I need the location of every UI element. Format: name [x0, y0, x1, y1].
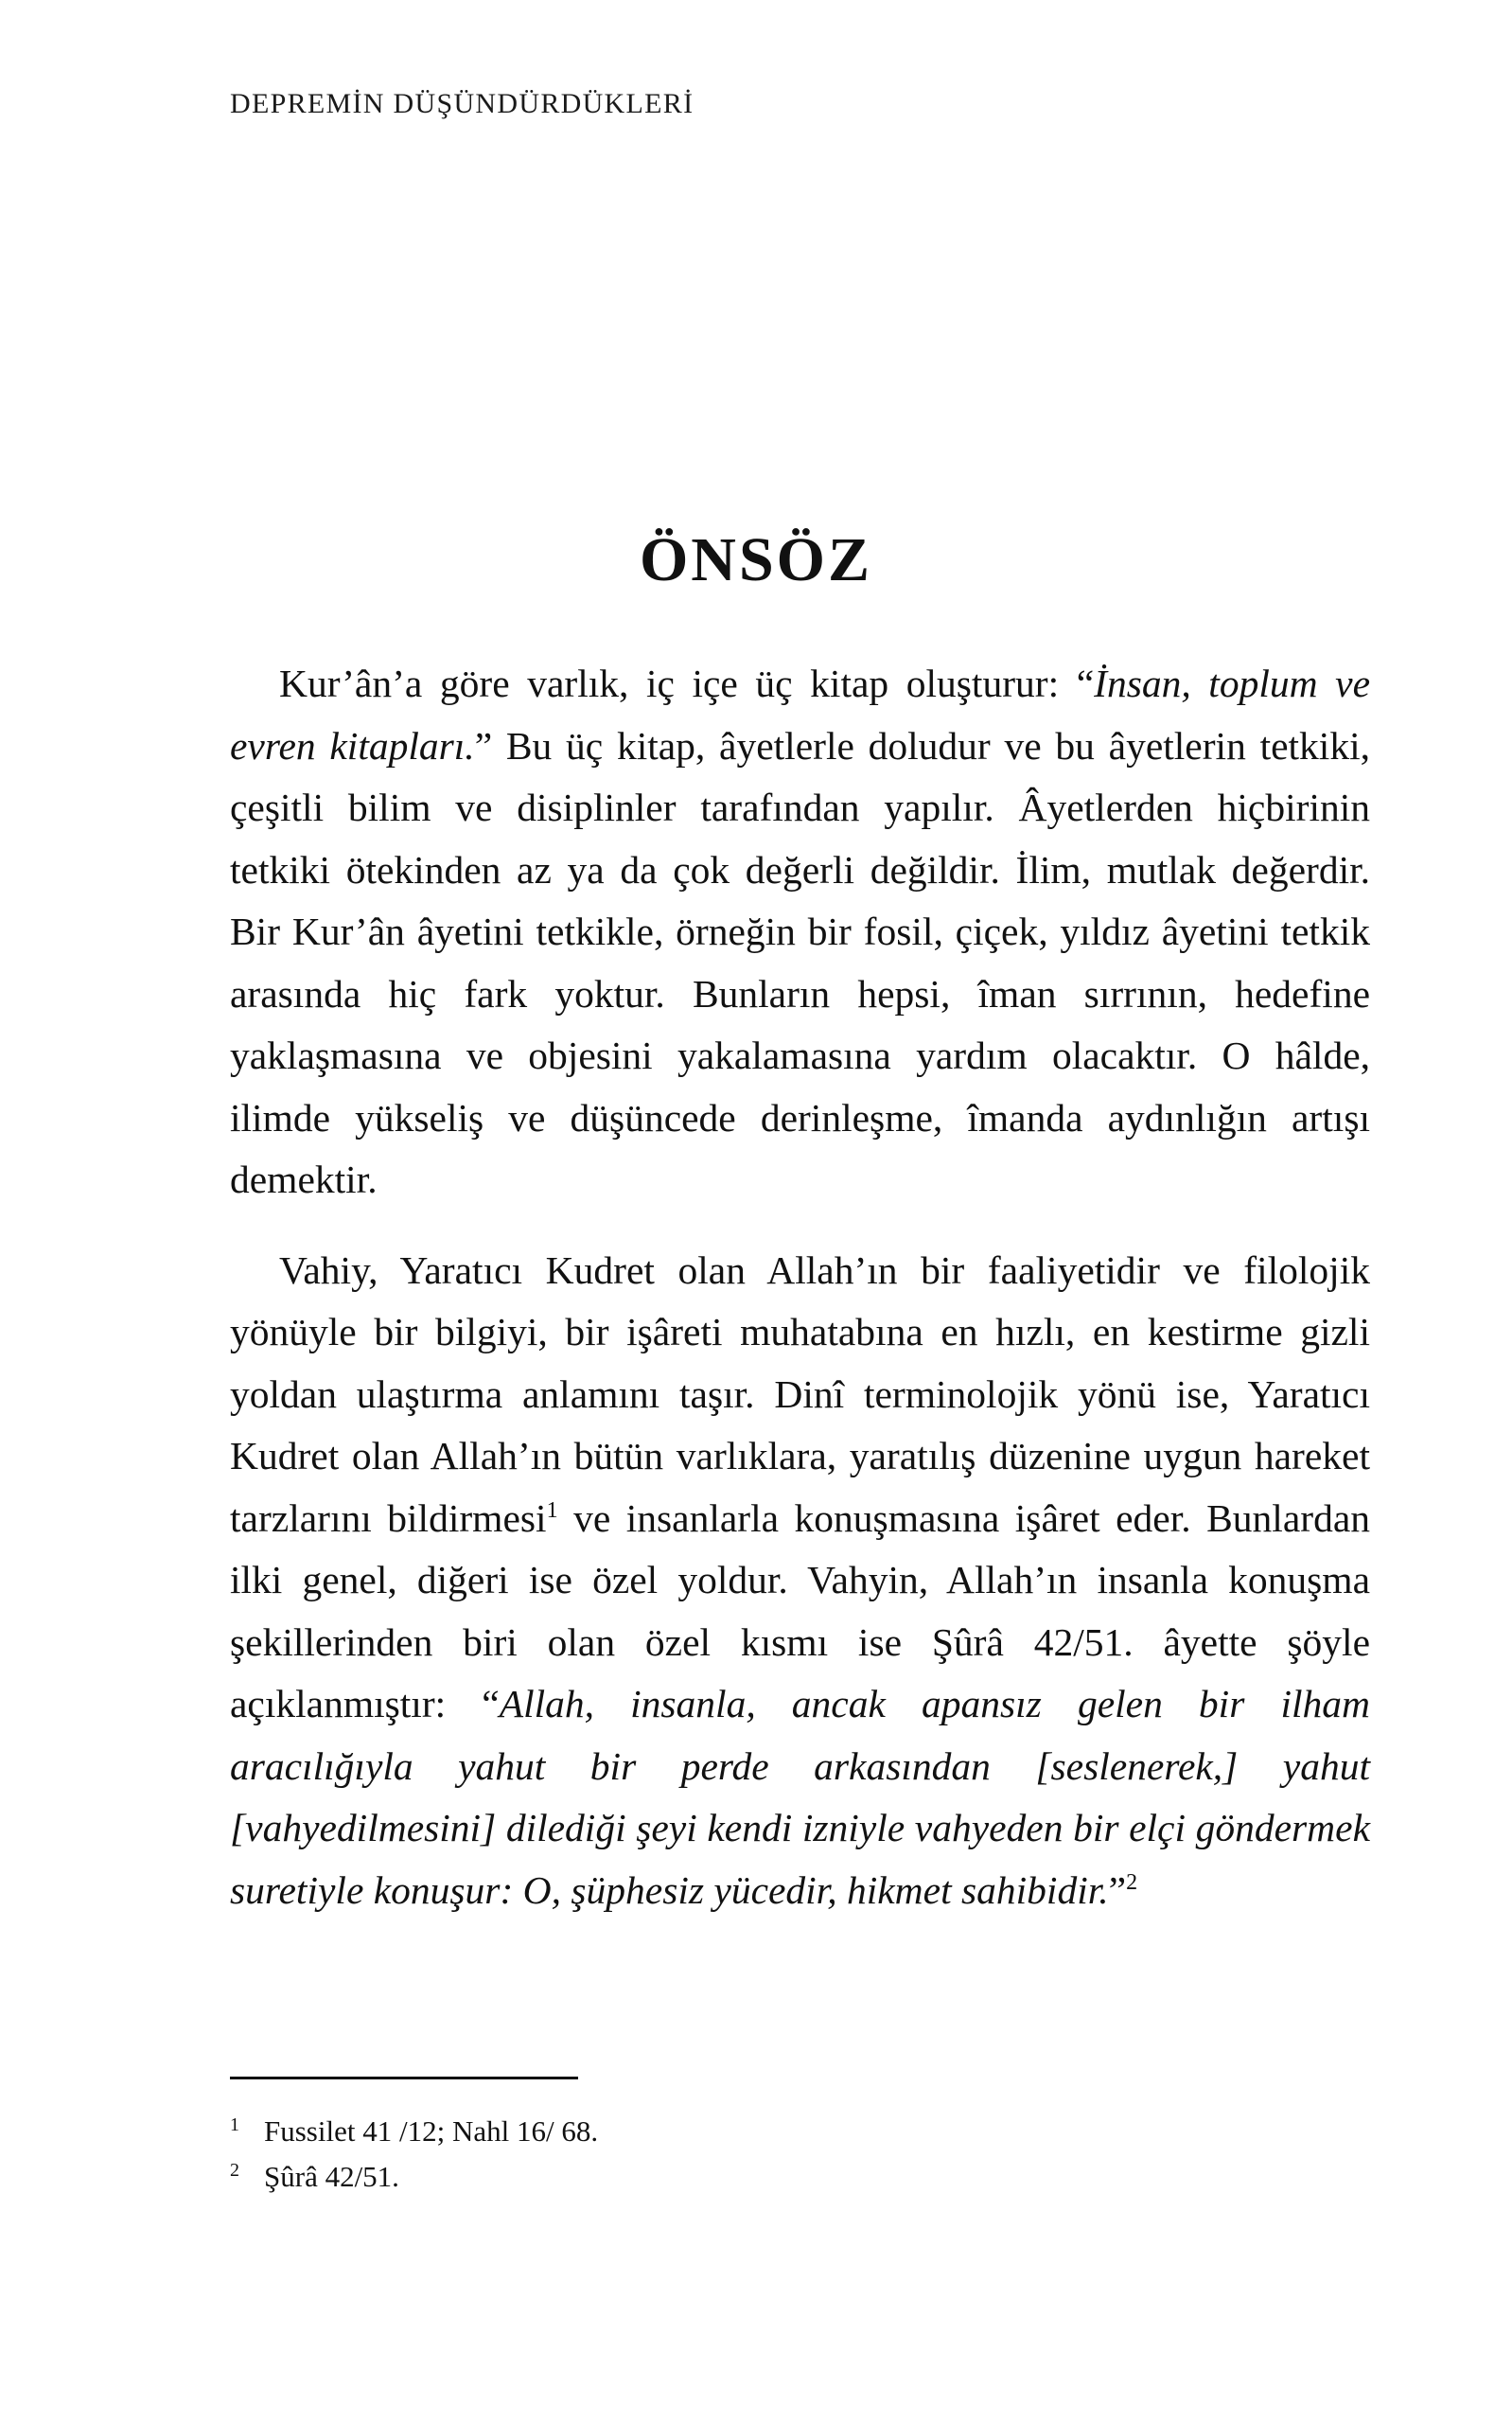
paragraph-2: [230, 1240, 1370, 1922]
footnote-ref-2[interactable]: 2: [1126, 1869, 1138, 1895]
p1-italic-quote: İnsan, toplum ve evren kitapları.: [230, 662, 1370, 768]
footnote-ref-1[interactable]: 1: [546, 1497, 558, 1523]
p2-segment-4: ”: [1108, 1867, 1127, 1912]
page-title: ÖNSÖZ: [639, 525, 873, 595]
footnote-item: 1 Fussilet 41 /12; Nahl 16/ 68.: [230, 2109, 1370, 2154]
p2-segment-1: Vahiy, Yaratıcı Kudret olan Allah’ın bir faaliyetidir ve filolojik yönüyle bir bilgiyi, bir işâreti muhatabına en hızlı, en kestirme gizli yoldan ulaştırma anlamını taşır. Dinî terminolojik yönü ise, Yaratıcı Kudret olan Allah’ın bütün varlıklara, yaratılış düzenine uygun hareket tarzlarını bildirmesi: [230, 1247, 1370, 1540]
paragraph-1: [230, 653, 1370, 1212]
p1-segment-1: Kur’ân’a göre varlık, iç içe üç kitap oluşturur: “: [279, 662, 1095, 705]
p1-segment-3: ” Bu üç kitap, âyetlerle doludur ve bu âyetlerin tetkiki, çeşitli bilim ve disiplinler tarafından yapılır. Âyetlerden hiçbirinin tetkiki ötekinden az ya da çok değerli değildir. İlim, mutlak değerdir. Bir Kur’ân âyetini tetkikle, örneğin bir fosil, çiçek, yıldız âyetini tetkik arasında hiç fark yoktur. Bunların hepsi, îman sırrının, hedefine yaklaşmasına ve objesini yakalamasına yardım olacaktır. O hâlde, ilimde yükseliş ve düşüncede derinleşme, îmanda aydınlığın artışı demektir.: [230, 723, 1370, 1201]
footnote-separator-rule: [230, 2077, 578, 2079]
body-text: [230, 653, 1370, 1921]
footnote-item: 2 Şûrâ 42/51.: [230, 2154, 1370, 2200]
footnote-text: Şûrâ 42/51.: [264, 2160, 399, 2193]
p2-segment-2: ve insanlarla konuşmasına işâret eder. Bunlardan ilki genel, diğeri ise özel yoldur. Vahyin, Allah’ın insanla konuşma şekillerinden biri olan özel kısmı ise Şûrâ 42/51. âyette şöyle açıklanmıştır: “: [230, 1495, 1370, 1725]
footnote-list: [230, 2109, 1370, 2200]
running-head: DEPREMİN DÜŞÜNDÜRDÜKLERİ: [230, 88, 694, 119]
footnote-text: Fussilet 41 /12; Nahl 16/ 68.: [264, 2114, 599, 2148]
p2-italic-quote: Allah, insanla, ancak apansız gelen bir ilham aracılığıyla yahut bir perde arkasından [seslenerek,] yahut [vahyedilmesini] dilediği şeyi kendi izniyle vahyeden bir elçi göndermek suretiyle konuşur: O, şüphesiz yücedir, hikmet sahibidir.: [230, 1682, 1370, 1912]
